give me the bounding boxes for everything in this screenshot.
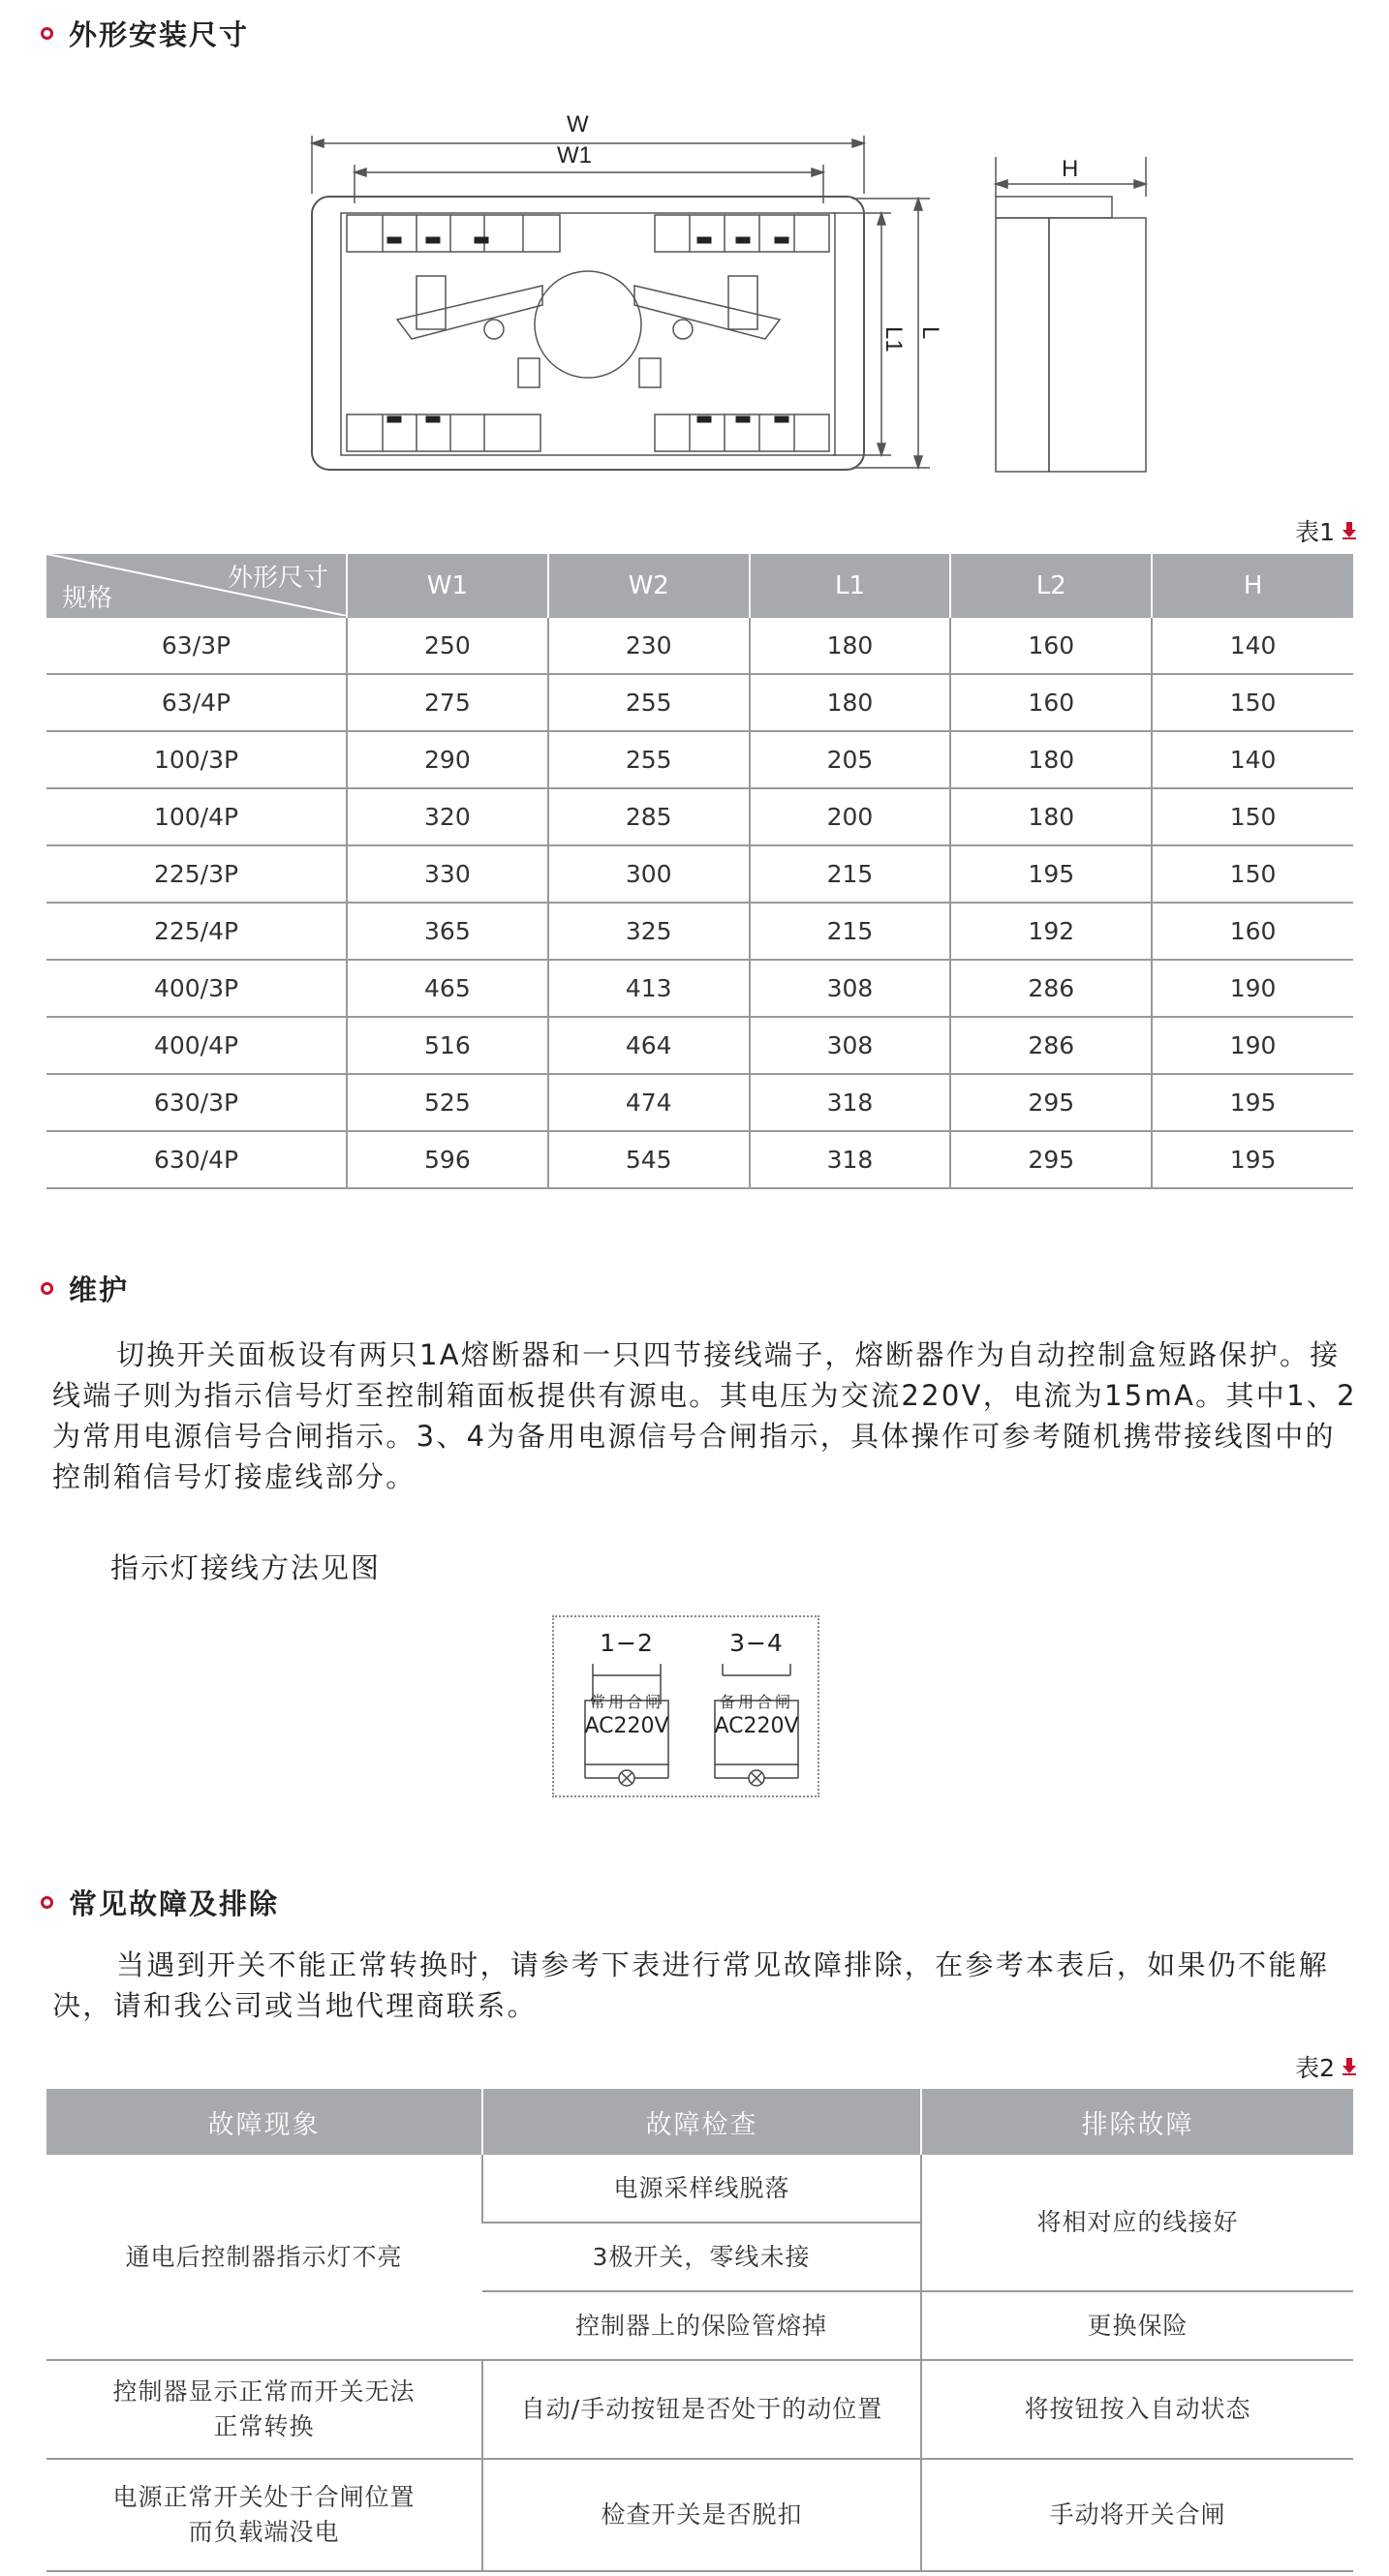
- table-cell: 286: [950, 960, 1152, 1017]
- section-heading-troubleshooting: [41, 1883, 279, 1922]
- table-cell: 250: [347, 618, 548, 674]
- section-heading-maintenance: [41, 1269, 129, 1308]
- wiring-cell-backup: [690, 1617, 823, 1799]
- table-cell: 160: [950, 674, 1152, 731]
- table-cell: 190: [1152, 1017, 1353, 1074]
- table-cell: 180: [750, 618, 951, 674]
- table-header-row: [46, 554, 1353, 618]
- circuit-label: 常用合闸: [589, 1693, 664, 1711]
- table-cell: 3极开关，零线未接: [482, 2223, 921, 2291]
- table-cell: 将相对应的线接好: [921, 2155, 1353, 2291]
- table-cell: 525: [347, 1074, 548, 1131]
- table-cell: 195: [1152, 1074, 1353, 1131]
- col-header: L1: [750, 554, 951, 618]
- table-cell: 190: [1152, 960, 1353, 1017]
- table-cell: 275: [347, 674, 548, 731]
- table-cell: 545: [548, 1131, 750, 1188]
- label-w: W: [567, 111, 589, 138]
- table-row: [46, 731, 1353, 788]
- table-cell: 将按钮按入自动状态: [921, 2360, 1353, 2459]
- terminal-label: 3−4: [729, 1629, 784, 1657]
- terminal-label: 1−2: [600, 1629, 654, 1657]
- troubleshooting-table: [46, 2089, 1353, 2572]
- table-cell: 516: [347, 1017, 548, 1074]
- table2-caption: [1295, 2049, 1356, 2084]
- table-header-row: [46, 2089, 1353, 2155]
- table-cell: 63/3P: [46, 618, 347, 674]
- table-row: [46, 845, 1353, 903]
- table-cell: 465: [347, 960, 548, 1017]
- table-cell: 318: [750, 1074, 951, 1131]
- table-cell: 180: [950, 788, 1152, 845]
- table-cell: 192: [950, 903, 1152, 960]
- table-cell: 150: [1152, 845, 1353, 903]
- col-header: L2: [950, 554, 1152, 618]
- table-cell: 464: [548, 1017, 750, 1074]
- table-cell: 400/4P: [46, 1017, 347, 1074]
- table-cell: 318: [750, 1131, 951, 1188]
- table-row: [46, 2459, 1353, 2571]
- download-arrow-icon: [1343, 522, 1356, 539]
- table-cell: 365: [347, 903, 548, 960]
- symptom-line: 控制器显示正常而开关无法: [112, 2377, 416, 2406]
- table-cell: 308: [750, 1017, 951, 1074]
- wiring-diagram: [552, 1615, 819, 1797]
- table-row: [46, 674, 1353, 731]
- table-cell: 295: [950, 1074, 1152, 1131]
- section-title: 常见故障及排除: [69, 1887, 280, 1920]
- table-cell: 160: [950, 618, 1152, 674]
- table-cell: 285: [548, 788, 750, 845]
- table-cell: 180: [750, 674, 951, 731]
- voltage-label: AC220V: [584, 1714, 669, 1738]
- section-title: 外形安装尺寸: [69, 18, 250, 51]
- col-header: 排除故障: [921, 2089, 1353, 2155]
- col-header: 故障现象: [46, 2089, 482, 2155]
- table-cell: 205: [750, 731, 951, 788]
- section-heading-dimensions: [41, 14, 249, 53]
- table-row: [46, 1017, 1353, 1074]
- table-row: [46, 618, 1353, 674]
- table-row: [46, 788, 1353, 845]
- col-header: H: [1152, 554, 1353, 618]
- table-cell: 230: [548, 618, 750, 674]
- table-cell: 474: [548, 1074, 750, 1131]
- table-cell: 308: [750, 960, 951, 1017]
- table-cell: 160: [1152, 903, 1353, 960]
- voltage-label: AC220V: [714, 1714, 799, 1738]
- table1-caption-text: 表1: [1295, 518, 1335, 546]
- download-arrow-icon: [1343, 2058, 1356, 2075]
- circuit-label: 备用合闸: [719, 1693, 793, 1711]
- table-cell: 195: [1152, 1131, 1353, 1188]
- section-title: 维护: [69, 1273, 130, 1306]
- table-cell: 手动将开关合闸: [921, 2459, 1353, 2571]
- bullet-icon: [41, 1282, 53, 1295]
- table-row: [46, 1131, 1353, 1188]
- corner-bottom-label: 规格: [62, 584, 113, 613]
- table-cell: 413: [548, 960, 750, 1017]
- table-cell: 400/3P: [46, 960, 347, 1017]
- col-header: W1: [347, 554, 548, 618]
- label-l: L: [917, 326, 943, 340]
- table-cell: 200: [750, 788, 951, 845]
- table-row: [46, 903, 1353, 960]
- col-header: 故障检查: [482, 2089, 921, 2155]
- col-header: W2: [548, 554, 750, 618]
- table-cell: 100/4P: [46, 788, 347, 845]
- table-row: [46, 2155, 1353, 2223]
- table-cell: 255: [548, 674, 750, 731]
- corner-header: [46, 554, 347, 618]
- troubleshooting-paragraph: 当遇到开关不能正常转换时，请参考下表进行常见故障排除，在参考本表后，如果仍不能解决，请和我公司或当地代理商联系。: [52, 1948, 1330, 2022]
- table2-caption-text: 表2: [1295, 2054, 1335, 2082]
- table-cell: [46, 2360, 482, 2459]
- table-cell: 150: [1152, 788, 1353, 845]
- table-cell: 225/3P: [46, 845, 347, 903]
- table-cell: 通电后控制器指示灯不亮: [46, 2155, 482, 2360]
- table-cell: 630/3P: [46, 1074, 347, 1131]
- table-row: [46, 1074, 1353, 1131]
- bullet-icon: [41, 27, 53, 40]
- table1-caption: [1295, 513, 1356, 548]
- table-cell: 150: [1152, 674, 1353, 731]
- table-cell: 63/4P: [46, 674, 347, 731]
- table-cell: 180: [950, 731, 1152, 788]
- table-cell: 295: [950, 1131, 1152, 1188]
- table-cell: 195: [950, 845, 1152, 903]
- table-cell: 100/3P: [46, 731, 347, 788]
- dimension-drawing: [0, 97, 1389, 600]
- table-cell: 140: [1152, 618, 1353, 674]
- table-cell: 更换保险: [921, 2291, 1353, 2360]
- table-cell: 330: [347, 845, 548, 903]
- table-cell: 电源采样线脱落: [482, 2155, 921, 2223]
- table-cell: [46, 2459, 482, 2571]
- table-cell: 325: [548, 903, 750, 960]
- table-cell: 596: [347, 1131, 548, 1188]
- table-cell: 自动/手动按钮是否处于的动位置: [482, 2360, 921, 2459]
- dimensions-table: [46, 554, 1353, 1189]
- table-cell: 255: [548, 731, 750, 788]
- table-cell: 290: [347, 731, 548, 788]
- table-cell: 检查开关是否脱扣: [482, 2459, 921, 2571]
- table-row: [46, 2360, 1353, 2459]
- wiring-cell-main: [560, 1617, 694, 1799]
- table-cell: 215: [750, 845, 951, 903]
- symptom-line: 电源正常开关处于合闸位置: [112, 2483, 416, 2511]
- table-cell: 300: [548, 845, 750, 903]
- table-cell: 140: [1152, 731, 1353, 788]
- wiring-note: 指示灯接线方法见图: [110, 1551, 382, 1584]
- symptom-line: 正常转换: [213, 2412, 315, 2440]
- table-cell: 控制器上的保险管熔掉: [482, 2291, 921, 2360]
- label-h: H: [1062, 156, 1079, 182]
- label-w1: W1: [557, 142, 592, 169]
- table-cell: 320: [347, 788, 548, 845]
- bullet-icon: [41, 1896, 53, 1909]
- table-row: [46, 960, 1353, 1017]
- corner-top-label: 外形尺寸: [227, 564, 328, 593]
- maintenance-paragraph: 切换开关面板设有两只1A熔断器和一只四节接线端子，熔断器作为自动控制盒短路保护。接线端子则为指示信号灯至控制箱面板提供有源电。其电压为交流220V，电流为15mA。其中1、2为常用电源信号合闸指示。3、4为备用电源信号合闸指示，具体操作可参考随机携带接线图中的控制箱信号灯接虚线部分。: [52, 1338, 1357, 1493]
- table-cell: 215: [750, 903, 951, 960]
- label-l1: L1: [880, 326, 907, 353]
- symptom-line: 而负载端没电: [188, 2518, 340, 2546]
- table-cell: 225/4P: [46, 903, 347, 960]
- table-cell: 630/4P: [46, 1131, 347, 1188]
- table-cell: 286: [950, 1017, 1152, 1074]
